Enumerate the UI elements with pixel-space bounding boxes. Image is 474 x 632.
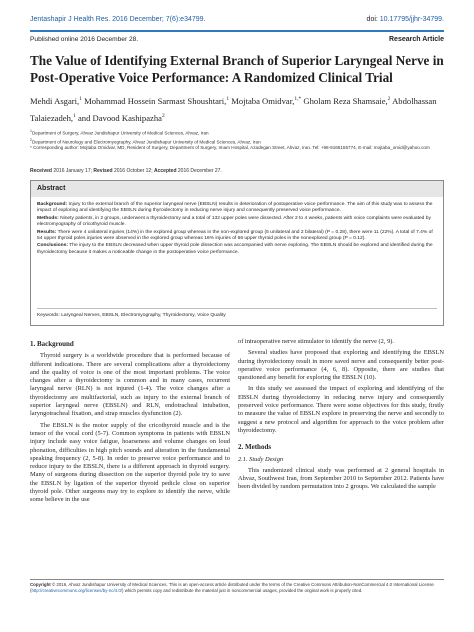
doi: [367, 16, 444, 23]
subsection-heading-study-design: 2.1. Study Design: [238, 455, 284, 463]
journal-citation: Jentashapir J Health Res. 2016 December; 7(6):e34799.: [30, 15, 206, 23]
abstract-box: [30, 180, 444, 326]
author-name: Mehdi Asgari,: [30, 95, 80, 106]
author-name: and Davood Kashipazha: [75, 112, 162, 123]
publication-row: [30, 36, 444, 43]
author-affiliation-mark: 1,*: [294, 96, 302, 102]
section-heading-methods: 2. Methods: [238, 443, 272, 452]
right-column: [238, 338, 444, 495]
section-heading-background: 1. Background: [30, 340, 74, 348]
left-column: [30, 338, 230, 508]
author-name: Mohammad Hossein Sarmast Shoushtari,: [81, 95, 227, 106]
journal-header: [30, 8, 444, 30]
keywords: [37, 313, 437, 318]
doi-prefix: doi:: [366, 15, 380, 23]
author-affiliation-mark: 1: [79, 96, 82, 102]
footer-rule: [30, 579, 444, 580]
published-date: Published online 2016 December 28.: [30, 36, 139, 43]
abstract-results: Results: There were 4 unilateral injuries (14%) in the explored group whereas in the non-explored group (5 unilateral and 2 bilateral) (P = 0.28), there were 11 (22%). A total of 7.4% of 54 upper thyroid poles injuries were observed in the explored group whereas 16% injuries of 66 upper thyroid poles in the nonexplored group (P = 0.12).: [37, 229, 433, 242]
abstract-heading: Abstract: [31, 181, 443, 197]
paragraph: The EBSLN is the motor supply of the cricothyroid muscle and is the tensor of the vocal cord (5-7). Common symptoms in patients with EBSLN injury include easy voice fatigue, hoarseness and volume changes on loud phonation, difficulties in high pitch sounds and alteration in the fundamental speaking frequency (2, 5-8). In order to preserve voice performance and to reduce injury to the EBSLN, there is a different approach in thyroid surgery. Many of surgeons during dissection on the superior thyroid pole try to save the EBSLN by ligation of the superior thyroid pedicle close on superior thyroid pole. Other surgeons may try to explore to identify the nerve, while some believe in the use: [30, 421, 230, 504]
article-type: Research Article: [389, 36, 444, 43]
abstract-body: [31, 197, 443, 262]
abstract-conclusions: Conclusions: The injury to the EBSLN decreased when upper thyroid pole dissection was accompanied with nerve exploring. The EBSLN should be explored and identified during the thyroidectomy because it makes a noticeable change in the postoperative voice performance.: [37, 243, 433, 255]
keywords-divider: [37, 308, 437, 309]
author-name: Mojtaba Omidvar,: [229, 95, 295, 106]
paragraph: Several studies have proposed that exploring and identifying the EBSLN during thyroidectomy result in more saved nerve and consequently better post-operative voice performance (4, 6, 8). Opposite, there are studies that questioned any benefit for exploring the EBSLN (10).: [238, 349, 444, 382]
abstract-background: Background: Injury to the external branch of the superior laryngeal nerve (EBSLN) results in deterioration of postoperative voice performance. The aim of this study was to assess the impact of exploring and identifying the EBSLN during thyroidectomy in reducing nerve injury and consequently preserved voice performance.: [37, 202, 433, 214]
abstract-methods: Methods: Ninety patients, in 2 groups, underwent a thyroidectomy and a total of 132 upper poles were dissected. After 2 to 4 weeks, patients with voice complaints were evaluated by electromyography of cricothyroid muscle.: [37, 215, 431, 228]
author-affiliation-mark: 1: [226, 96, 230, 102]
article-title: The Value of Identifying External Branch of Superior Laryngeal Nerve in Post-Operative Voice Performance: A Randomized Clinical Trial: [30, 53, 444, 85]
affiliation-2: $^2$Department of Neurology and Electromyography, Ahvaz Jundishapur University of Medical Sciences, Ahvaz, Iran: [30, 138, 261, 145]
author-name: Gholam Reza Shamsaie,: [301, 95, 388, 106]
article-dates: Received 2016 January 17; Revised 2016 October 12; Accepted 2016 December 27.: [30, 168, 222, 174]
author-affiliation-mark: 1: [73, 112, 76, 119]
affiliation-1: $^1$Department of Surgery, Ahvaz Jundishapur University of Medical Sciences, Ahvaz, Iran: [30, 129, 209, 136]
paragraph: Thyroid surgery is a worldwide procedure that is performed because of different indications. There are several complications after a thyroidectomy and the quality of voice is one of the most important problems. The voice changes after a thyroidectomy is common and in many cases, recurrent laryngeal nerve (RLN) is not injured (1-4). The voice changes after a thyroidectomy are multifactorial, such as injury to the external branch of superior laryngeal nerve (EBSLN) and RLN, endotracheal intubation, laryngotracheal fixation, and strap muscles dysfunction (2).: [30, 352, 230, 418]
header-rule: [30, 30, 444, 32]
corresponding-author: * Corresponding author: Mojtaba Omidvar, MD, Resident of Surgery, Department of Surgery, Imam Hospital, Azadegan Street, Ahvaz, Iran. Tel: +98-9166155774, E-mail: mojtaba_omid@yahoo.com: [30, 145, 430, 150]
copyright-footer: Copyright © 2016, Ahvaz Jundishapur University of Medical Sciences. This is an open-access article distributed under the terms of the Creative Commons Attribution-NonCommercial 4.0 International License (http://creativecommons.org/licenses/by-nc/4.0/) which permits copy and redistribute the material just in noncommercial usages, provided the original work is properly cited.: [30, 582, 434, 593]
license-link[interactable]: http://creativecommons.org/licenses/by-nc/4.0/: [31, 587, 123, 593]
keywords-label: Keywords:: [37, 313, 60, 318]
author-list: [30, 92, 444, 126]
paragraph: In this study we assessed the impact of exploring and identifying of the EBSLN during thyroidectomy in reducing nerve injury and consequently preserved voice performance. There were some objectives for this study, firstly to measure the value of EBSLN explore in preserving the nerve and secondly to suggest a new protocol and algorithm for approach to the voice problem after thyroidectomy.: [238, 385, 444, 434]
paragraph: of intraoperative nerve stimulator to identify the nerve (2, 9).: [238, 338, 394, 345]
affiliations: [30, 128, 444, 146]
author-affiliation-mark: 2: [161, 112, 165, 119]
keywords-list: Laryngeal Nerves, EBSLN, Electromyography, Thyroidectomy, Voice Quality: [59, 313, 226, 318]
paragraph: This randomized clinical study was performed at 2 general hospitals in Ahvaz, Southwest Iran, from September 2010 to September 2012. Patients have been divided by random permutation into 2 groups. We calculated the sample: [238, 466, 444, 491]
doi-link[interactable]: 10.17795/jjhr-34799.: [379, 15, 444, 23]
author-affiliation-mark: 2: [387, 96, 391, 102]
author-name: Abdolhassan Talaiezadeh,: [30, 95, 437, 123]
